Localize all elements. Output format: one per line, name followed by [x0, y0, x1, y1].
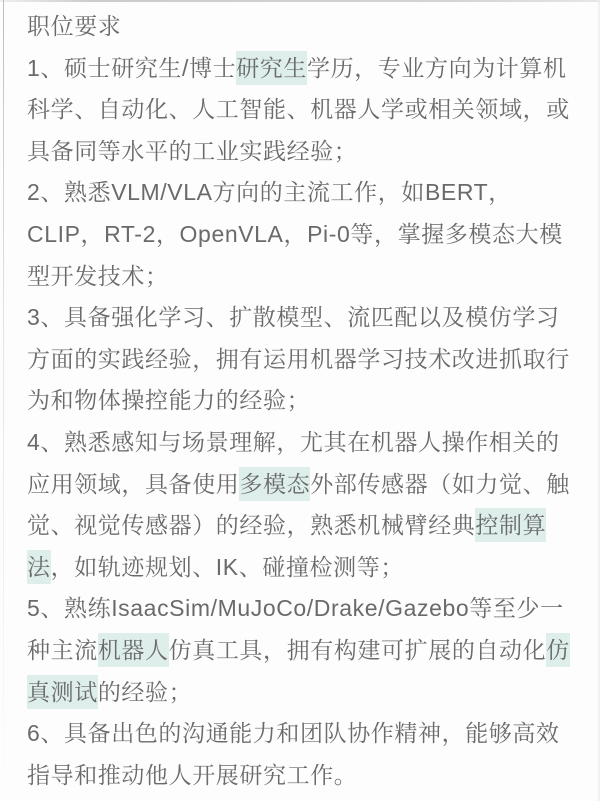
text-line [27, 214, 580, 256]
requirements-text [27, 48, 580, 797]
text-segment: ，如轨迹规划、IK、碰撞检测等； [50, 553, 404, 580]
text-line [27, 505, 580, 547]
text-line [27, 297, 580, 339]
text-segment: 觉、视觉传感器）的经验，熟悉机械臂经典 [27, 512, 476, 539]
text-line [27, 755, 580, 797]
text-segment: 4、熟悉感知与场景理解，尤其在机器人操作相关的 [27, 428, 560, 455]
text-segment: 应用领域，具备使用 [27, 470, 240, 497]
text-segment: 种主流 [27, 636, 98, 663]
text-segment: 具备同等水平的工业实践经验； [27, 137, 358, 164]
text-line [27, 547, 580, 589]
text-segment: 2、熟悉VLM/VLA方向的主流工作，如BERT， [27, 179, 512, 206]
text-segment: 5、熟练IsaacSim/MuJoCo/Drake/Gazebo等至少一 [27, 595, 564, 622]
text-line [27, 89, 580, 131]
text-line [27, 131, 580, 173]
text-line [27, 672, 580, 714]
text-line [27, 256, 580, 298]
text-line [27, 422, 580, 464]
text-line [27, 380, 580, 422]
text-line [27, 588, 580, 630]
text-segment: 的经验； [97, 678, 193, 705]
left-edge-line [3, 0, 4, 801]
highlighted-text: 真测试 [27, 675, 98, 709]
text-segment: 型开发技术； [27, 262, 169, 289]
text-segment: 仿真工具，拥有构建可扩展的自动化 [168, 636, 547, 663]
top-edge-line [0, 0, 600, 2]
text-segment: 6、具备出色的沟通能力和团队协作精神，能够高效 [27, 720, 560, 747]
page-title: 职位要求 [27, 13, 122, 39]
highlighted-text: 仿 [546, 633, 570, 667]
text-segment: 科学、自动化、人工智能、机器人学或相关领域，或 [27, 96, 570, 123]
text-segment: 3、具备强化学习、扩散模型、流匹配以及模仿学习 [27, 304, 560, 331]
text-line [27, 464, 580, 506]
text-segment: 外部传感器（如力觉、触 [310, 470, 570, 497]
text-segment: 1、硕士研究生/博士 [27, 54, 237, 81]
highlighted-text: 多模态 [239, 467, 310, 501]
highlighted-text: 法 [27, 550, 51, 584]
text-segment: 指导和推动他人开展研究工作。 [27, 761, 358, 788]
highlighted-text: 控制算 [475, 508, 546, 542]
text-line [27, 172, 580, 214]
text-segment: 为和物体操控能力的经验； [27, 387, 311, 414]
text-segment: CLIP，RT-2，OpenVLA，Pi-0等，掌握多模态大模 [27, 220, 563, 247]
text-segment: 学历，专业方向为计算机 [307, 54, 567, 81]
text-line [27, 713, 580, 755]
highlighted-text: 机器人 [98, 633, 169, 667]
text-line [27, 630, 580, 672]
text-segment: 方面的实践经验，拥有运用机器学习技术改进抓取行 [27, 345, 570, 372]
highlighted-text: 研究生 [236, 51, 307, 85]
text-line [27, 48, 580, 90]
text-line [27, 339, 580, 381]
